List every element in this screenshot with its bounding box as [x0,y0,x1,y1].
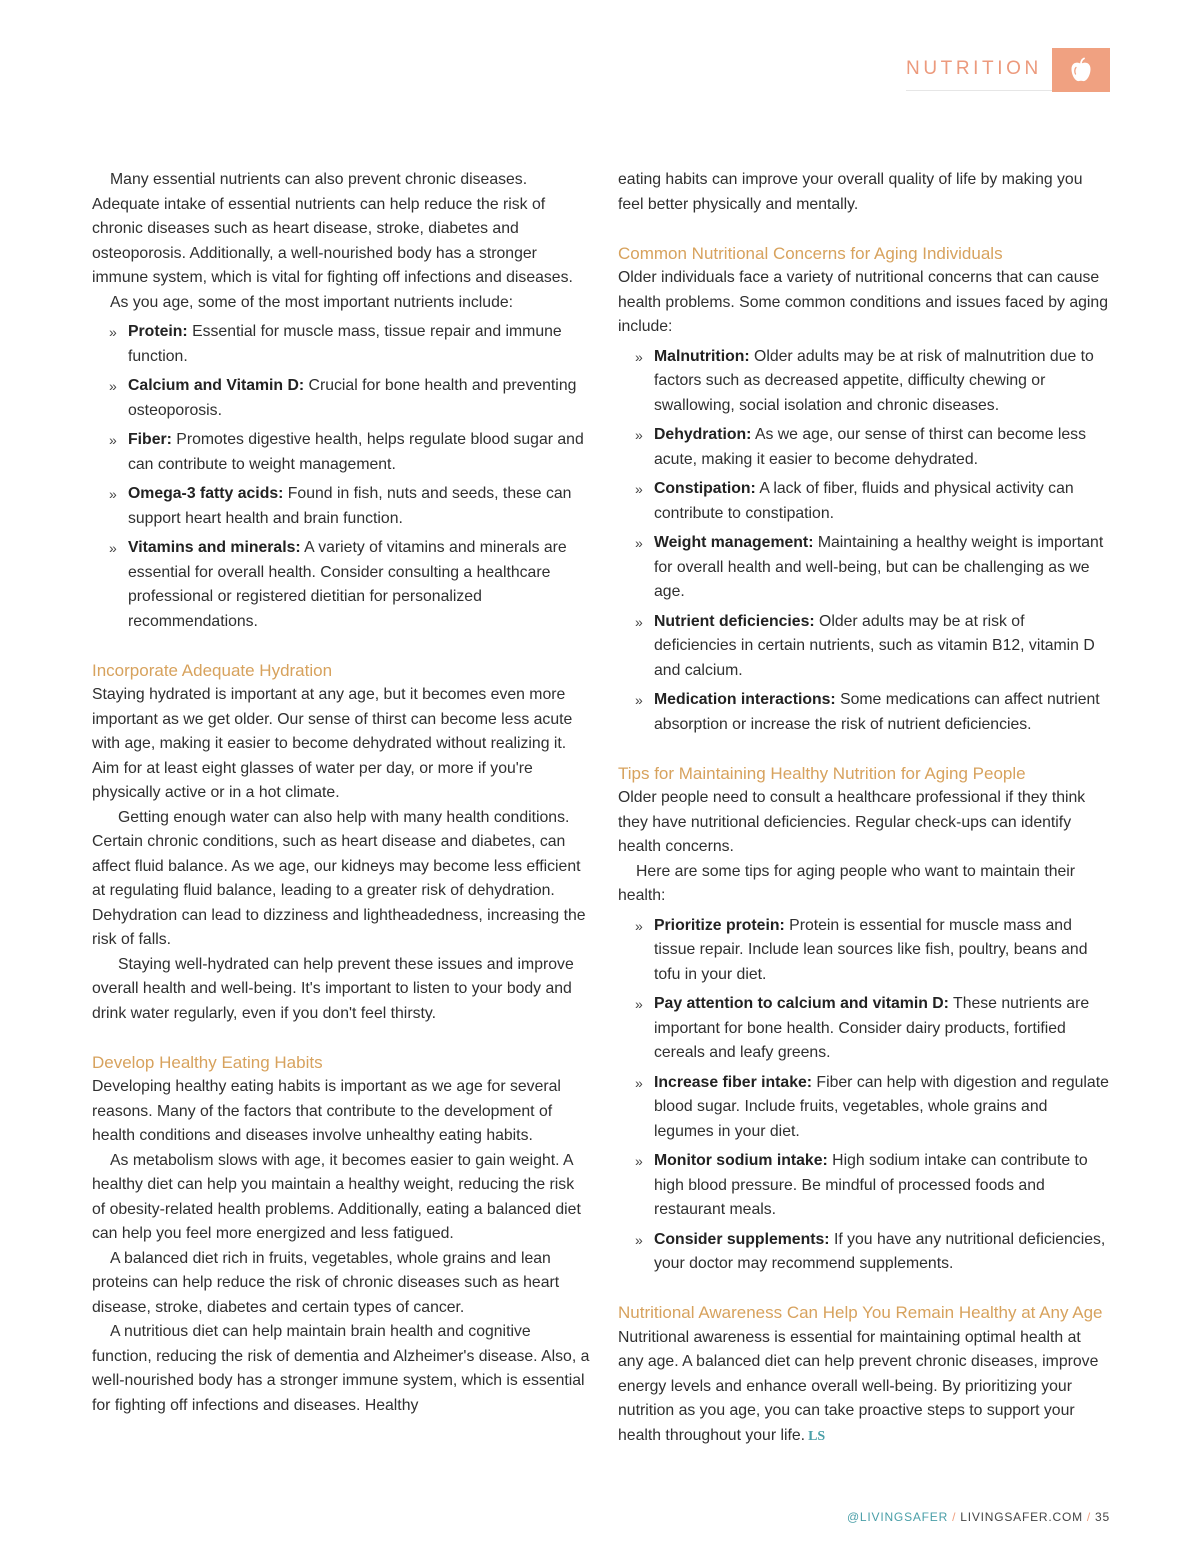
awareness-heading: Nutritional Awareness Can Help You Remain Healthy at Any Age [618,1303,1103,1322]
hydration-paragraph: Staying well-hydrated can help prevent these issues and improve overall health and well-being. It's important to listen to your body and drink water regularly, even if you don't feel thirsty. [92,955,574,1022]
footer-handle: @LIVINGSAFER [846,1510,949,1524]
list-item: » Medication interactions: Some medications can affect nutrient absorption or increase the risk of nutrient deficiencies. [635,691,1100,733]
list-item: » Prioritize protein: Protein is essential for muscle mass and tissue repair. Include lean sources like fish, poultry, beans and tofu in your diet. [635,916,1088,983]
list-item-text: Essential for muscle mass, tissue repair and immune function. [128,323,562,365]
list-item-term: Protein: [128,323,188,340]
list-item-text: If you have any nutritional deficiencies, your doctor may recommend supplements. [654,1230,1106,1272]
list-item-term: Medication interactions: [654,691,836,708]
list-item-text: A variety of vitamins and minerals are essential for overall health. Consider consulting a healthcare professional or registered dietitian for personalized recommendations. [128,539,567,630]
habits-paragraph: Developing healthy eating habits is important as we age for several reasons. Many of the factors that contribute to the development of health conditions and diseases involve unhealthy eating habits. [92,1078,561,1144]
end-mark: LS [808,1428,826,1444]
list-item: » Consider supplements: If you have any nutritional deficiencies, your doctor may recommend supplements. [635,1230,1106,1272]
right-column [618,168,1110,1449]
list-item: » Calcium and Vitamin D: Crucial for bone health and preventing osteoporosis. [109,377,577,419]
list-item-term: Calcium and Vitamin D: [128,377,305,394]
section-icon-box [1052,48,1110,92]
list-item-term: Pay attention to calcium and vitamin D: [654,995,949,1012]
footer-site: LIVINGSAFER.COM [960,1510,1083,1524]
list-item: » Pay attention to calcium and vitamin D: These nutrients are important for bone health. Consider dairy products, fortified cereals and leafy greens. [635,995,1090,1061]
list-item: » Weight management: Maintaining a healthy weight is important for overall health and well-being, but can be challenging as we age. [635,534,1104,600]
header-divider [906,90,1052,91]
hydration-paragraph: Staying hydrated is important at any age, but it becomes even more important as we get older. Our sense of thirst can become less acute with age, making it easier to become dehydrated without realizing it. Aim for at least eight glasses of water per day, or more if you're physically active or in a hot climate. [92,686,573,801]
list-item: » Nutrient deficiencies: Older adults may be at risk of deficiencies in certain nutrients, such as vitamin B12, vitamin D and calcium. [635,612,1095,679]
list-item-text: A lack of fiber, fluids and physical activity can contribute to constipation. [654,480,1074,522]
list-item: » Malnutrition: Older adults may be at risk of malnutrition due to factors such as decreased appetite, difficulty chewing or swallowing, social isolation and chronic diseases. [635,347,1094,414]
page-footer: @LIVINGSAFER / LIVINGSAFER.COM / 35 [846,1510,1110,1524]
awareness-paragraph [618,1326,1110,1450]
tips-list [618,914,1110,1277]
list-item-text: Maintaining a healthy weight is important for overall health and well-being, but can be challenging as we age. [654,534,1104,600]
list-item-term: Vitamins and minerals: [128,539,301,556]
list-item: » Vitamins and minerals: A variety of vitamins and minerals are essential for overall health. Consider consulting a healthcare professional or registered dietitian for personalized recommendations. [109,539,567,630]
intro-paragraph: Many essential nutrients can also prevent chronic diseases. Adequate intake of essential nutrients can help reduce the risk of chronic diseases such as heart disease, stroke, diabetes and osteoporosis. Additionally, a well-nourished body has a stronger immune system, which is vital for fighting off infections and diseases. [92,171,573,286]
list-item-text: Some medications can affect nutrient absorption or increase the risk of nutrient deficiencies. [654,691,1100,733]
list-item: » Omega-3 fatty acids: Found in fish, nuts and seeds, these can support heart health and brain function. [109,485,572,527]
section-title: NUTRITION [906,58,1042,79]
list-item-text: As we age, our sense of thirst can become less acute, making it easier to become dehydrated. [654,426,1086,468]
hydration-heading: Incorporate Adequate Hydration [92,660,333,680]
list-item-text: Found in fish, nuts and seeds, these can support heart health and brain function. [128,485,572,527]
list-item: » Dehydration: As we age, our sense of thirst can become less acute, making it easier to become dehydrated. [635,426,1086,468]
list-item-term: Omega-3 fatty acids: [128,485,284,502]
concerns-intro: Older individuals face a variety of nutritional concerns that can cause health problems. Some common conditions and issues faced by aging include: [618,269,1108,335]
tips-heading: Tips for Maintaining Healthy Nutrition for Aging People [618,763,1026,783]
list-item: » Constipation: A lack of fiber, fluids and physical activity can contribute to constipation. [635,480,1074,522]
list-item-term: Weight management: [654,534,814,551]
list-item-term: Prioritize protein: [654,916,785,934]
list-item-term: Monitor sodium intake: [654,1152,828,1169]
concerns-heading: Common Nutritional Concerns for Aging Individuals [618,243,1003,263]
list-item-term: Malnutrition: [654,347,750,365]
nutrients-list [92,320,590,634]
page-number: 35 [1095,1510,1110,1524]
list-item-term: Dehydration: [654,426,752,443]
list-item-term: Fiber: [128,431,172,448]
habits-paragraph: A nutritious diet can help maintain brain health and cognitive function, reducing the risk of dementia and Alzheimer's disease. Also, a well-nourished body has a stronger immune system, which is essential for fighting off infections and diseases. Healthy [92,1323,590,1414]
concerns-list [618,345,1110,738]
list-item-term: Constipation: [654,480,756,497]
list-item: » Protein: Essential for muscle mass, tissue repair and immune function. [109,323,562,365]
list-item-text: Fiber can help with digestion and regulate blood sugar. Include fruits, vegetables, whole grains and legumes in your diet. [654,1073,1109,1140]
list-item-term: Consider supplements: [654,1230,830,1248]
left-column [92,168,590,1418]
list-item-text: These nutrients are important for bone health. Consider dairy products, fortified cereals and leafy greens. [654,995,1090,1061]
section-header [906,48,1110,92]
hydration-paragraph: Getting enough water can also help with many health conditions. Certain chronic conditions, such as heart disease and diabetes, can affect fluid balance. As we age, our kidneys may become less efficient at regulating fluid balance, leading to a greater risk of dehydration. Dehydration can lead to dizziness and lightheadedness, increasing the risk of falls. [92,808,586,948]
list-item-term: Nutrient deficiencies: [654,612,815,630]
habits-paragraph: As metabolism slows with age, it becomes easier to gain weight. A healthy diet can help you maintain a healthy weight, reducing the risk of obesity-related health problems. Additionally, eating a balanced diet can help you feel more energized and less fatigued. [92,1151,581,1242]
list-item-term: Increase fiber intake: [654,1073,813,1091]
list-item-text: Older adults may be at risk of deficiencies in certain nutrients, such as vitamin B12, vitamin D and calcium. [654,612,1095,679]
apple-icon [1069,57,1093,83]
nutrients-lead: As you age, some of the most important nutrients include: [110,293,514,311]
list-item-text: Promotes digestive health, helps regulate blood sugar and can contribute to weight management. [128,431,584,473]
list-item: » Monitor sodium intake: High sodium intake can contribute to high blood pressure. Be mindful of processed foods and restaurant meals. [635,1152,1088,1218]
habits-heading: Develop Healthy Eating Habits [92,1052,323,1072]
awareness-text: Nutritional awareness is essential for maintaining optimal health at any age. A balanced diet can help prevent chronic diseases, improve energy levels and enhance overall well-being. By prioritizing your nutrition as you age, you can take proactive steps to support your health throughout your life. [618,1328,1099,1444]
list-item-text: Protein is essential for muscle mass and tissue repair. Include lean sources like fish, poultry, beans and tofu in your diet. [654,916,1088,983]
list-item: » Increase fiber intake: Fiber can help with digestion and regulate blood sugar. Include fruits, vegetables, whole grains and legumes in your diet. [635,1073,1109,1140]
list-item-text: High sodium intake can contribute to high blood pressure. Be mindful of processed foods and restaurant meals. [654,1152,1088,1218]
list-item-text: Crucial for bone health and preventing osteoporosis. [128,377,577,419]
habits-paragraph: A balanced diet rich in fruits, vegetables, whole grains and lean proteins can help reduce the risk of chronic diseases such as heart disease, stroke, diabetes and certain types of cancer. [92,1249,560,1316]
tips-paragraph: Here are some tips for aging people who want to maintain their health: [618,862,1076,904]
list-item: » Fiber: Promotes digestive health, helps regulate blood sugar and can contribute to weight management. [109,431,584,473]
list-item-text: Older adults may be at risk of malnutrition due to factors such as decreased appetite, difficulty chewing or swallowing, social isolation and chronic diseases. [654,347,1094,414]
continued-paragraph: eating habits can improve your overall quality of life by making you feel better physically and mentally. [618,171,1083,213]
tips-paragraph: Older people need to consult a healthcare professional if they think they have nutritional deficiencies. Regular check-ups can identify health concerns. [618,789,1086,855]
